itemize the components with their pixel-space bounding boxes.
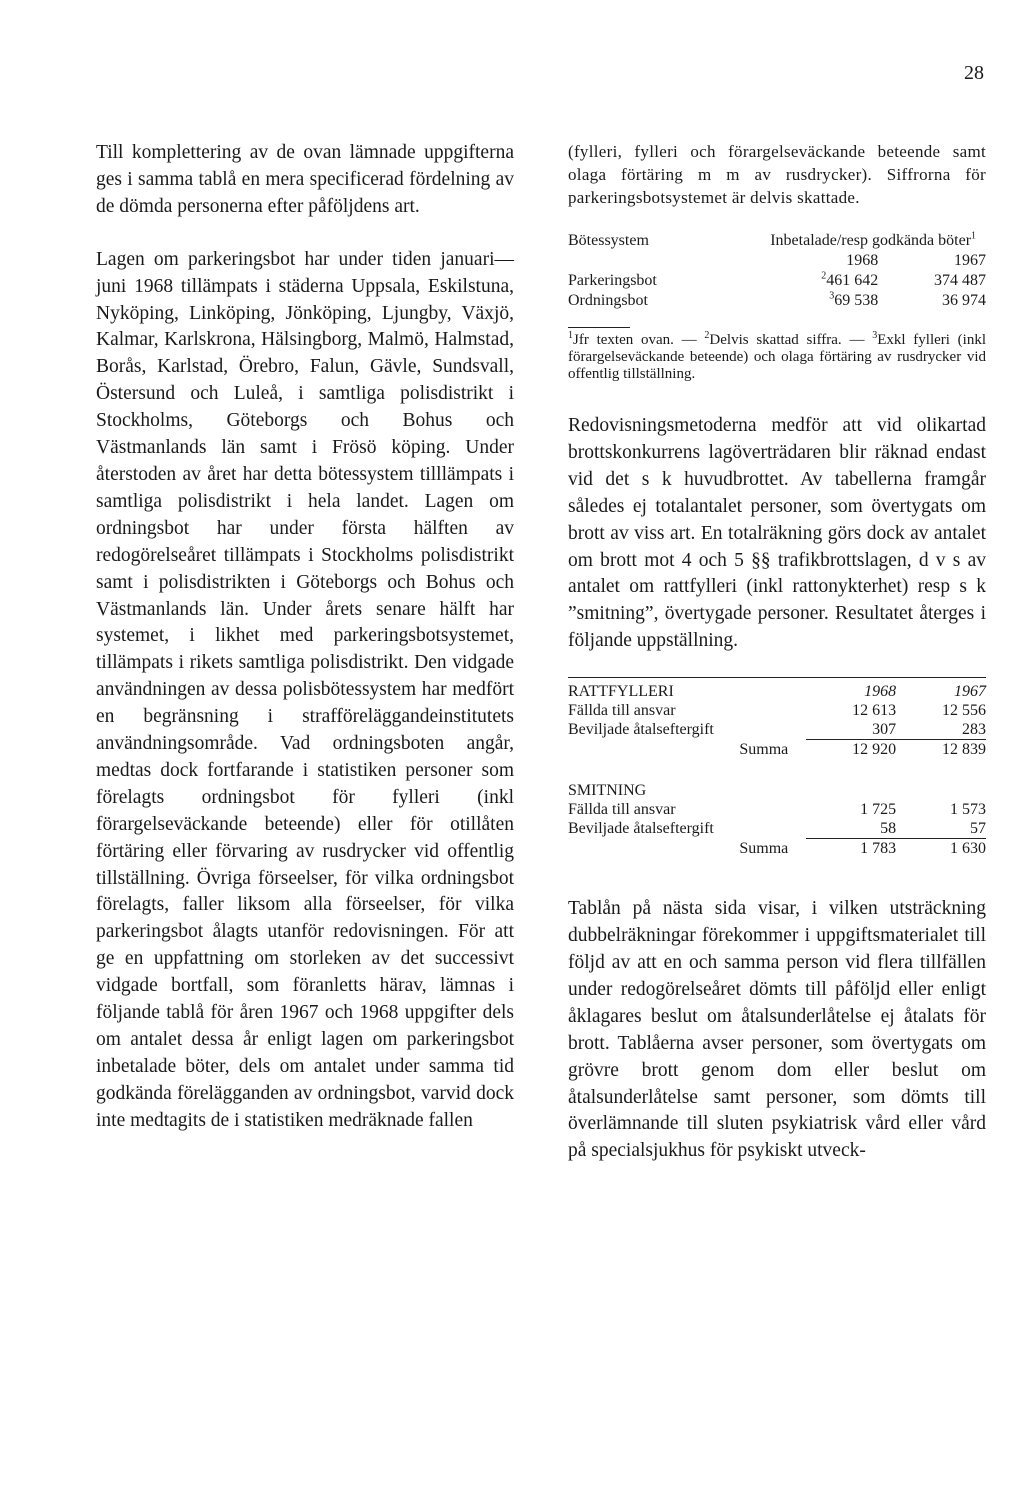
stats-table <box>568 682 986 858</box>
year-1968: 1968 <box>846 252 879 269</box>
method-paragraph: Redovisningsmetoderna medför att vid olikartad brottskonkurrens lagöverträdaren blir räknad endast vid det s k huvudbrottet. Av tabellerna framgår således ej totalantalet personer, som övertygats om brott av viss art. En totalräkning görs dock av antalet om brott mot 4 och 5 §§ trafikbrottslagen, d v s av antalet om rattfylleri (inkl rattonykterhet) resp s k ”smitning”, övertygade personer. Resultatet återges i följande uppställning. <box>568 415 986 652</box>
footnote-divider <box>568 327 630 328</box>
col-fines-label: Inbetalade/resp godkända böter <box>770 232 972 249</box>
closing-paragraph: Tablån på nästa sida visar, i vilken utsträckning dubbelräkningar förekommer i uppgiftsmaterialet till följd av att en och samma person vid flera tillfällen under redogörelseåret dömts till påföljd eller enligt åklagares beslut om åtalsunderlåtelse ej åtalats för brott. Tablåerna avser personer, som övertygats om grövre brott genom dom eller beslut om åtalsunderlåtelse samt personer, som dömts till överlämnande till sluten psykiatrisk vård eller vård på specialsjukhus för psykiskt utveck- <box>568 898 986 1162</box>
footnote-text: Delvis skattad siffra. — <box>709 332 873 348</box>
col-fines-header <box>760 231 986 251</box>
continuation-paragraph: (fylleri, fylleri och förargelseväckande beteende samt olaga förtäring m m av rusdrycker). Siffrorna för parkeringsbotsystemet är delvis skattade. <box>568 142 986 207</box>
row-label: Ordningsbot <box>568 292 648 309</box>
col-system-header: Bötessystem <box>568 232 649 249</box>
section-header-row <box>568 781 986 800</box>
table-row <box>568 720 986 740</box>
footnote-text: Jfr texten ovan. — <box>573 332 705 348</box>
row-value-1967: 12 556 <box>942 702 986 720</box>
fine-table-header <box>568 231 986 251</box>
spacer <box>568 759 986 781</box>
row-label: Beviljade åtalseftergift <box>568 721 714 739</box>
row-label: Parkeringsbot <box>568 272 657 289</box>
footnote-marker: 3 <box>872 330 878 341</box>
year-1968: 1968 <box>864 683 897 701</box>
section-title: RATTFYLLERI <box>568 683 674 701</box>
sum-label: Summa <box>739 839 789 857</box>
value: 69 538 <box>834 292 879 309</box>
table-row <box>568 800 986 819</box>
year-1967: 1967 <box>954 683 986 701</box>
right-column <box>568 140 986 1165</box>
row-label: Fällda till ansvar <box>568 702 676 720</box>
table-row <box>568 819 986 839</box>
section-title: SMITNING <box>568 782 647 800</box>
body-paragraph: Lagen om parkeringsbot har under tiden januari—juni 1968 tillämpats i städerna Uppsala, Eskilstuna, Nyköping, Linköping, Jönköping, Ljungby, Växjö, Kalmar, Karlskrona, Hälsingborg, Malmö, Halmstad, Borås, Karlstad, Örebro, Falun, Gävle, Sundsvall, Östersund och Luleå, i samtliga polisdistrikt i Stockholms, Göteborgs och Bohus och Västmanlands län samt i Frösö köping. Under återstoden av året har detta bötessystem tilllämpats i samtliga polisdistrikt i hela landet. Lagen om ordningsbot har under första hälften av redogörelseåret tillämpats i Stockholms polisdistrikt samt i polisdistrikten i Göteborgs och Bohus och Västmanlands län. Under årets senare hälft har systemet, i likhet med parkeringsbotsystemet, tillämpats i rikets samtliga polisdistrikt. Den vidgade användningen av dessa polisbötessystem har medfört en begränsning i strafföreläggandeinstitutets användningsområde. Vad ordningsboten angår, medtas dock fortfarande i statistiken personer som förelagts ordningsbot för fylleri (inkl förargelseväckande beteende) eller för otillåten förtäring eller förvaring av rusdrycker vid offentlig tillställning. Övriga förseelser, för vilka ordningsbot förelagts, faller liksom alla förseelser, för vilka parkeringsbot ålagts utanför redovisningen. För att ge en uppfattning om storleken av det successivt vidgade bortfall, som föranletts härav, lämnas i följande tablå för åren 1967 och 1968 uppgifter dels om antalet dessa år enligt lagen om parkeringsbot inbetalade böter, dels om antalet under samma tid godkända förelägganden av ordningsbot, varvid dock inte medtagits de i statistiken medräknade fallen <box>96 248 514 1131</box>
fine-table-years <box>568 251 986 271</box>
left-column <box>96 140 514 1135</box>
footnote-ref-3: 3 <box>829 290 835 302</box>
row-label: Beviljade åtalseftergift <box>568 820 714 838</box>
stats-header-row <box>568 682 986 701</box>
table-row <box>568 271 986 291</box>
intro-paragraph: Till komplettering av de ovan lämnade uppgifterna ges i samma tablå en mera specificerad fördelning av de dömda personerna efter påföljdens art. <box>96 142 514 217</box>
row-value-1967: 57 <box>896 819 986 839</box>
row-value-1967: 283 <box>896 720 986 740</box>
footnote-text: Exkl fylleri (inkl förargelseväckande beteende) och olaga förtäring av rusdrycker vid offentlig tillställning. <box>568 332 987 382</box>
sum-1968: 1 783 <box>860 840 897 858</box>
row-value-1968 <box>760 291 878 311</box>
value: 461 642 <box>826 272 879 289</box>
row-value-1967: 374 487 <box>934 272 986 289</box>
fine-table <box>568 231 986 311</box>
footnote-marker: 2 <box>704 330 710 341</box>
row-value-1968 <box>760 271 878 291</box>
page-number: 28 <box>964 62 984 84</box>
footnote-marker: 1 <box>568 330 573 341</box>
row-value-1968: 307 <box>806 720 896 740</box>
row-value-1968: 58 <box>806 819 896 839</box>
row-value-1967: 36 974 <box>942 292 986 309</box>
sum-label: Summa <box>739 740 789 758</box>
sum-row <box>568 839 986 859</box>
sum-row <box>568 740 986 760</box>
row-value-1968: 12 613 <box>852 702 897 720</box>
footnotes <box>568 332 986 383</box>
footnote-ref-2: 2 <box>821 270 827 282</box>
row-value-1968: 1 725 <box>860 801 897 819</box>
sum-1967: 1 630 <box>950 840 986 858</box>
sum-1967: 12 839 <box>942 741 986 759</box>
row-label: Fällda till ansvar <box>568 801 676 819</box>
row-value-1967: 1 573 <box>950 801 986 819</box>
footnote-ref-1: 1 <box>971 230 977 242</box>
table-row <box>568 291 986 311</box>
stats-top-rule <box>568 677 986 678</box>
table-row <box>568 701 986 720</box>
sum-1968: 12 920 <box>852 741 897 759</box>
year-1967: 1967 <box>954 252 986 269</box>
